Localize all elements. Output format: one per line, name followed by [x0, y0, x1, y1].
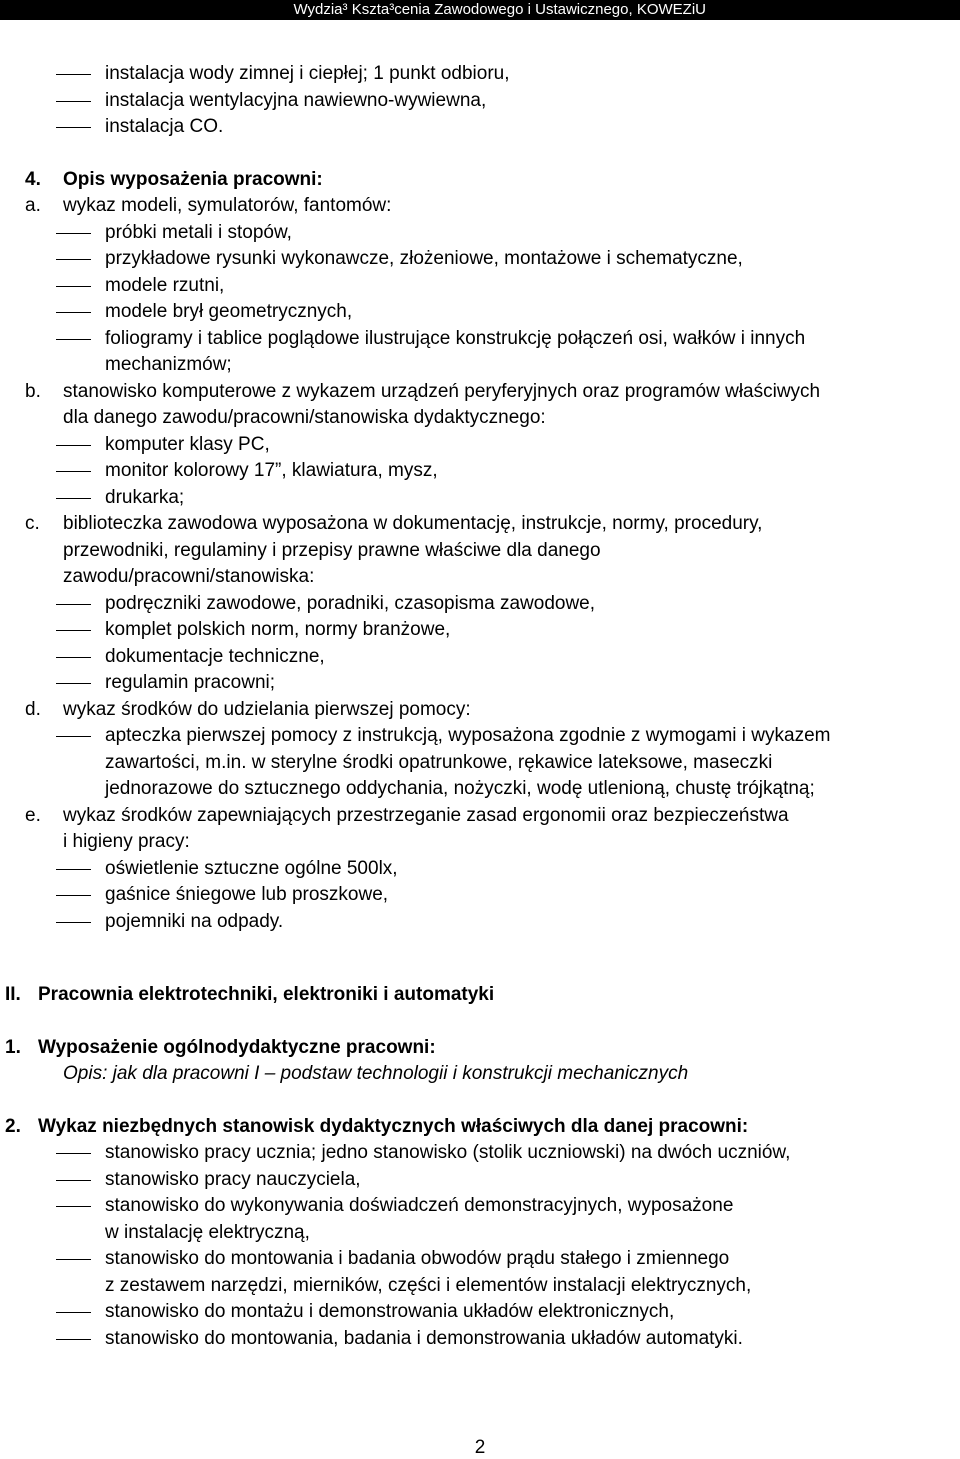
list-item: stanowisko pracy ucznia; jedno stanowisko (stolik uczniowski) na dwóch uczniów,: [0, 1140, 960, 1167]
dash-bullet: [56, 471, 91, 472]
list-item: przykładowe rysunki wykonawcze, złożeniowe, montażowe i schematyczne,: [0, 246, 960, 273]
section-4e-heading-continuation: i higieny pracy:: [63, 831, 190, 852]
list-item: stanowisko do montażu i demonstrowania układów elektronicznych,: [0, 1299, 960, 1326]
dash-bullet: [56, 683, 91, 684]
page-number: 2: [474, 1437, 486, 1458]
dash-bullet: [56, 312, 91, 313]
list-item-continuation: zawartości, m.in. w sterylne środki opatrunkowe, rękawice lateksowe, maseczki: [105, 751, 773, 773]
list-item: apteczka pierwszej pomocy z instrukcją, wyposażona zgodnie z wymogami i wykazem: [0, 723, 960, 750]
list-item: próbki metali i stopów,: [0, 220, 960, 247]
section-4-heading: 4. Opis wyposażenia pracowni:: [25, 168, 323, 190]
list-item: komputer klasy PC,: [0, 432, 960, 459]
dash-bullet: [56, 922, 91, 923]
dash-bullet: [56, 286, 91, 287]
section-II-heading: II. Pracownia elektrotechniki, elektroniki i automatyki: [5, 984, 495, 1005]
dash-bullet: [56, 74, 91, 75]
list-item: podręczniki zawodowe, poradniki, czasopisma zawodowe,: [0, 591, 960, 618]
dash-bullet: [56, 498, 91, 499]
list-item: instalacja CO.: [0, 114, 960, 141]
subsection-1-note: Opis: jak dla pracowni I – podstaw technologii i konstrukcji mechanicznych: [63, 1063, 689, 1084]
list-item: modele brył geometrycznych,: [0, 299, 960, 326]
list-item: dokumentacje techniczne,: [0, 644, 960, 671]
list-item: stanowisko do wykonywania doświadczeń demonstracyjnych, wyposażone: [0, 1193, 960, 1220]
list-item: stanowisko pracy nauczyciela,: [0, 1167, 960, 1194]
dash-bullet: [56, 1180, 91, 1181]
section-4c-heading-continuation: zawodu/pracowni/stanowiska:: [63, 566, 315, 587]
dash-bullet: [56, 101, 91, 102]
section-4c-heading: c. biblioteczka zawodowa wyposażona w dokumentację, instrukcje, normy, procedury,: [25, 513, 763, 534]
dash-bullet: [56, 1153, 91, 1154]
dash-bullet: [56, 657, 91, 658]
dash-bullet: [56, 1259, 91, 1260]
dash-bullet: [56, 1206, 91, 1207]
dash-bullet: [56, 339, 91, 340]
dash-bullet: [56, 1339, 91, 1340]
list-item-continuation: mechanizmów;: [105, 354, 232, 375]
document-body: [0, 61, 960, 1352]
dash-bullet: [56, 259, 91, 260]
dash-bullet: [56, 630, 91, 631]
list-item: komplet polskich norm, normy branżowe,: [0, 617, 960, 644]
dash-bullet: [56, 233, 91, 234]
list-item: gaśnice śniegowe lub proszkowe,: [0, 882, 960, 909]
list-item: drukarka;: [0, 485, 960, 512]
section-4b-heading: b. stanowisko komputerowe z wykazem urządzeń peryferyjnych oraz programów właściwych: [25, 380, 821, 402]
list-item: foliogramy i tablice poglądowe ilustrujące konstrukcję połączeń osi, wałków i innych: [0, 326, 960, 353]
dash-bullet: [56, 869, 91, 870]
section-4e-heading: e. wykaz środków zapewniających przestrzeganie zasad ergonomii oraz bezpieczeństwa: [25, 804, 789, 826]
section-4d-heading: d. wykaz środków do udzielania pierwszej pomocy:: [25, 698, 471, 720]
list-item: regulamin pracowni;: [0, 670, 960, 697]
list-item: stanowisko do montowania i badania obwodów prądu stałego i zmiennego: [0, 1246, 960, 1273]
subsection-2-heading: 2. Wykaz niezbędnych stanowisk dydaktycznych właściwych dla danej pracowni:: [5, 1115, 749, 1137]
list-item-continuation: jednorazowe do sztucznego oddychania, nożyczki, wodę utlenioną, chustę trójkątną;: [105, 778, 815, 799]
dash-bullet: [56, 895, 91, 896]
dash-bullet: [56, 604, 91, 605]
list-item: pojemniki na odpady.: [0, 909, 960, 936]
list-item: oświetlenie sztuczne ogólne 500lx,: [0, 856, 960, 883]
list-item-continuation: w instalację elektryczną,: [105, 1221, 310, 1243]
list-item: modele rzutni,: [0, 273, 960, 300]
section-4b-heading-continuation: dla danego zawodu/pracowni/stanowiska dydaktycznego:: [63, 407, 546, 428]
dash-bullet: [56, 736, 91, 737]
dash-bullet: [56, 445, 91, 446]
list-item: monitor kolorowy 17”, klawiatura, mysz,: [0, 458, 960, 485]
list-item: stanowisko do montowania, badania i demonstrowania układów automatyki.: [0, 1326, 960, 1353]
dash-bullet: [56, 127, 91, 128]
dash-bullet: [56, 1312, 91, 1313]
list-item: instalacja wody zimnej i ciepłej; 1 punkt odbioru,: [0, 61, 960, 88]
section-4a-heading: a. wykaz modeli, symulatorów, fantomów:: [25, 195, 392, 216]
list-item: instalacja wentylacyjna nawiewno-wywiewna,: [0, 88, 960, 115]
subsection-1-heading: 1. Wyposażenie ogólnodydaktyczne pracowni:: [5, 1036, 436, 1058]
running-header: [0, 0, 960, 20]
section-4c-heading-continuation: przewodniki, regulaminy i przepisy prawne właściwe dla danego: [63, 539, 601, 561]
running-header-text: Wydzia³ Kszta³cenia Zawodowego i Ustawicznego, KOWEZiU: [293, 1, 706, 18]
list-item-continuation: z zestawem narzędzi, mierników, części i elementów instalacji elektrycznych,: [105, 1274, 752, 1296]
